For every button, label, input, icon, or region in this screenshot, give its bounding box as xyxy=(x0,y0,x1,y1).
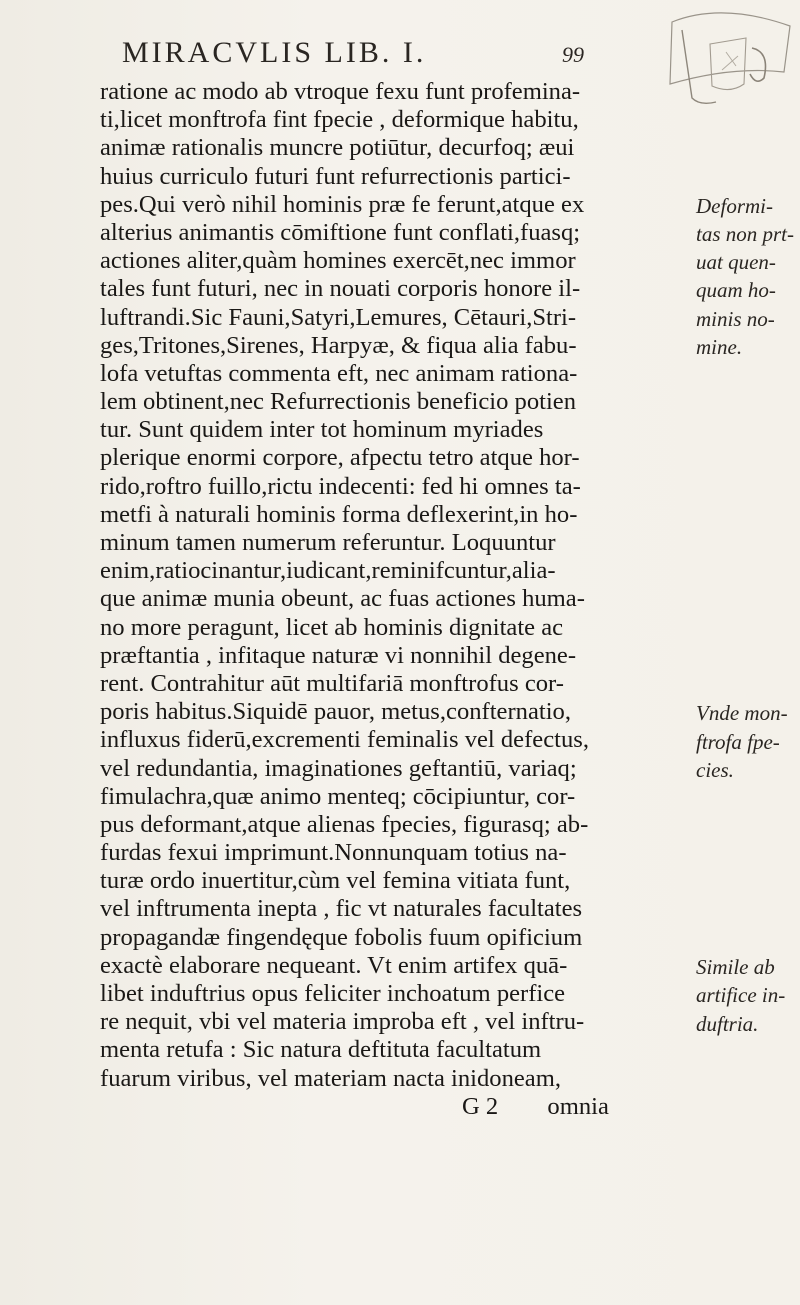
margin-note: Deformi- xyxy=(696,193,773,218)
text-line: fuarum viribus, vel materiam nacta inidoneam, xyxy=(100,1064,561,1092)
text-line: ges,Tritones,Sirenes, Harpyæ, & fiqua alia fabu- xyxy=(100,331,577,359)
text-line: lofa vetuftas commenta eft, nec animam rationa- xyxy=(100,359,578,387)
text-line: minum tamen numerum referuntur. Loquuntur xyxy=(100,529,556,556)
text-line: tales funt futuri, nec in nouati corporis honore il- xyxy=(100,275,581,303)
margin-note: artifice in- xyxy=(696,983,786,1008)
text-line: que animæ munia obeunt, ac fuas actiones huma- xyxy=(100,585,585,613)
text-line: præftantia , infitaque naturæ vi nonnihil degene- xyxy=(100,641,577,669)
text-line: turæ ordo inuertitur,cùm vel femina vitiata funt, xyxy=(100,867,571,895)
text-line: influxus fiderū,excrementi feminalis vel defectus, xyxy=(100,726,589,754)
text-line: propagandæ fingendęque fobolis fuum opificium xyxy=(100,923,583,951)
margin-note: Simile ab xyxy=(696,955,775,980)
margin-note: quam ho- xyxy=(696,278,776,303)
text-line: ti,licet monftrofa fint fpecie , deformique habitu, xyxy=(100,106,579,134)
text-line: luftrandi.Sic Fauni,Satyri,Lemures, Cētauri,Stri- xyxy=(100,303,577,331)
text-line: vel inftrumenta inepta , fic vt naturales facultates xyxy=(100,895,583,923)
margin-note: tas non prt- xyxy=(696,222,795,246)
text-line: menta retufa : Sic natura deftituta facultatum xyxy=(100,1036,542,1064)
text-line: huius curriculo futuri funt refurrectionis partici- xyxy=(100,162,571,190)
margin-note: minis no- xyxy=(696,306,775,331)
text-line: lem obtinent,nec Refurrectionis beneficio potien xyxy=(100,388,576,416)
margin-note: duftria. xyxy=(696,1011,759,1036)
body-text xyxy=(100,78,700,1121)
page-number: 99 xyxy=(562,42,584,67)
text-line: no more peragunt, licet ab hominis dignitate ac xyxy=(100,613,564,641)
text-line: rent. Contrahitur aūt multifariā monftrofus cor- xyxy=(100,669,564,697)
text-line: metfi à naturali hominis forma deflexerint,in ho- xyxy=(100,500,578,528)
text-line: pus deformant,atque alienas fpecies, figurasq; ab- xyxy=(100,810,589,838)
text-line: plerique enormi corpore, afpectu tetro atque hor- xyxy=(100,444,580,472)
text-line: fimulachra,quæ animo menteq; cōcipiuntur, cor- xyxy=(100,782,576,810)
margin-note: mine. xyxy=(696,334,743,359)
margin-note: uat quen- xyxy=(696,250,776,275)
text-line: alterius animantis cōmiftione funt conflati,fuasq; xyxy=(100,218,581,246)
text-line: actiones aliter,quàm homines exercēt,nec immor xyxy=(100,247,576,275)
margin-note: Vnde mon- xyxy=(696,701,788,726)
text-line: furdas fexui imprimunt.Nonnunquam totius na- xyxy=(100,839,567,867)
text-line: animæ rationalis muncre potiūtur, decurfoq; æui xyxy=(100,134,575,162)
text-line: re nequit, vbi vel materia improba eft , vel inftru- xyxy=(100,1008,585,1036)
text-line: enim,ratiocinantur,iudicant,reminifcuntur,alia- xyxy=(100,557,556,585)
text-line: poris habitus.Siquidē pauor, metus,confternatio, xyxy=(100,698,571,726)
text-line: libet induftrius opus feliciter inchoatum perfice xyxy=(100,980,566,1007)
margin-note: ftrofa fpe- xyxy=(696,729,780,754)
text-line: vel redundantia, imaginationes geftantiū, variaq; xyxy=(100,754,577,782)
text-line: rido,roftro fuillo,rictu indecenti: fed hi omnes ta- xyxy=(100,472,581,500)
margin-note: cies. xyxy=(696,757,734,782)
running-title: MIRACVLIS LIB. I. xyxy=(122,36,427,69)
text-line: pes.Qui verò nihil hominis præ fe ferunt,atque ex xyxy=(100,190,585,218)
text-line: tur. Sunt quidem inter tot hominum myriades xyxy=(100,416,544,444)
text-line: ratione ac modo ab vtroque fexu funt profemina- xyxy=(100,78,581,105)
signature-mark: G 2 omnia xyxy=(462,1092,609,1120)
text-line: exactè elaborare nequeant. Vt enim artifex quā- xyxy=(100,951,568,979)
